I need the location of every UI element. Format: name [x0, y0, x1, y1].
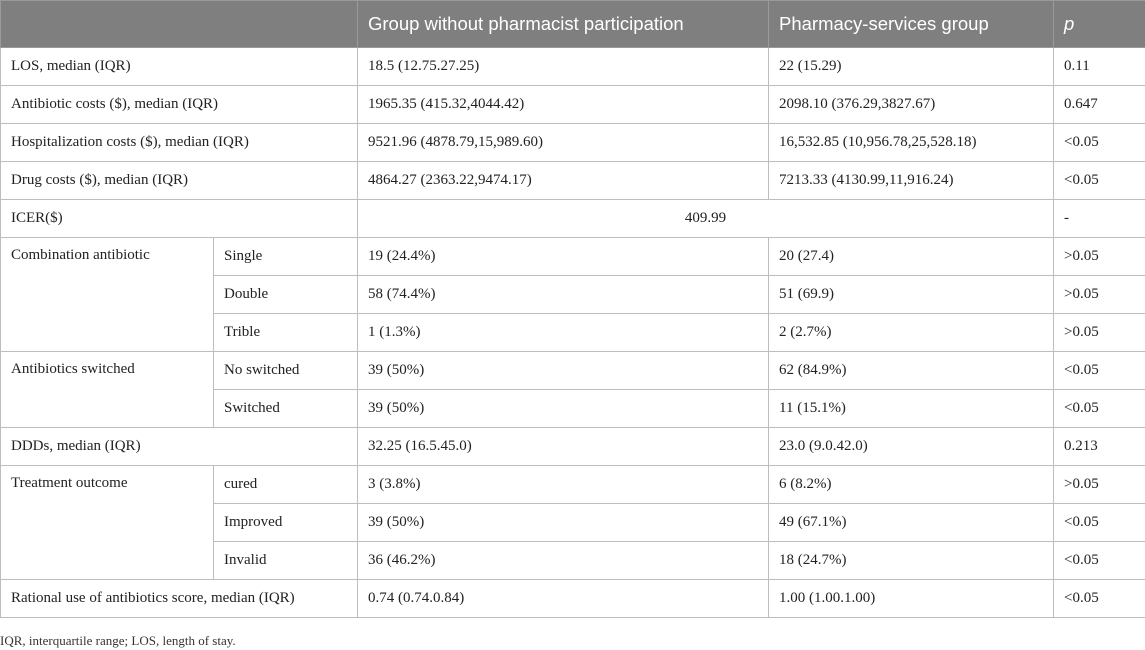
group-label: Treatment outcome — [1, 466, 214, 580]
table-footnote: IQR, interquartile range; LOS, length of stay. — [0, 633, 236, 648]
cell-pharmacy-services: 2 (2.7%) — [769, 314, 1054, 352]
row-label: LOS, median (IQR) — [1, 48, 358, 86]
cell-p-value: <0.05 — [1054, 580, 1145, 618]
cell-p-value: <0.05 — [1054, 504, 1145, 542]
cell-pharmacy-services: 22 (15.29) — [769, 48, 1054, 86]
cell-pharmacy-services: 51 (69.9) — [769, 276, 1054, 314]
cell-p-value: <0.05 — [1054, 162, 1145, 200]
cell-p-value: 0.213 — [1054, 428, 1145, 466]
cell-no-pharmacist: 1 (1.3%) — [358, 314, 769, 352]
sub-label: Single — [214, 238, 358, 276]
cell-pharmacy-services: 18 (24.7%) — [769, 542, 1054, 580]
row-label: Rational use of antibiotics score, median (IQR) — [1, 580, 358, 618]
header-p-value: p — [1054, 1, 1145, 48]
cell-no-pharmacist: 39 (50%) — [358, 390, 769, 428]
header-pharmacy-services: Pharmacy-services group — [769, 1, 1054, 48]
header-label-cell — [1, 1, 358, 48]
cell-pharmacy-services: 2098.10 (376.29,3827.67) — [769, 86, 1054, 124]
sub-label: Improved — [214, 504, 358, 542]
row-label: DDDs, median (IQR) — [1, 428, 358, 466]
cell-no-pharmacist: 58 (74.4%) — [358, 276, 769, 314]
group-label: Antibiotics switched — [1, 352, 214, 428]
cell-icer-value: 409.99 — [358, 200, 1054, 238]
cell-no-pharmacist: 1965.35 (415.32,4044.42) — [358, 86, 769, 124]
sub-label: Trible — [214, 314, 358, 352]
group-label: Combination antibiotic — [1, 238, 214, 352]
sub-label: Switched — [214, 390, 358, 428]
cell-pharmacy-services: 1.00 (1.00.1.00) — [769, 580, 1054, 618]
table-row — [1, 466, 1145, 504]
cell-pharmacy-services: 16,532.85 (10,956.78,25,528.18) — [769, 124, 1054, 162]
cell-p-value: 0.647 — [1054, 86, 1145, 124]
cell-no-pharmacist: 32.25 (16.5.45.0) — [358, 428, 769, 466]
header-row — [1, 1, 1145, 48]
cell-p-value: - — [1054, 200, 1145, 238]
cell-pharmacy-services: 6 (8.2%) — [769, 466, 1054, 504]
cell-no-pharmacist: 36 (46.2%) — [358, 542, 769, 580]
table-row — [1, 238, 1145, 276]
cell-no-pharmacist: 19 (24.4%) — [358, 238, 769, 276]
cell-p-value: <0.05 — [1054, 352, 1145, 390]
cell-p-value: <0.05 — [1054, 124, 1145, 162]
cell-pharmacy-services: 20 (27.4) — [769, 238, 1054, 276]
row-label: ICER($) — [1, 200, 358, 238]
cell-p-value: >0.05 — [1054, 466, 1145, 504]
table-row — [1, 580, 1145, 618]
cell-p-value: >0.05 — [1054, 314, 1145, 352]
table-row — [1, 200, 1145, 238]
cell-pharmacy-services: 62 (84.9%) — [769, 352, 1054, 390]
table-row — [1, 162, 1145, 200]
cell-p-value: >0.05 — [1054, 276, 1145, 314]
table-row — [1, 86, 1145, 124]
cell-no-pharmacist: 39 (50%) — [358, 352, 769, 390]
table-row — [1, 124, 1145, 162]
row-label: Drug costs ($), median (IQR) — [1, 162, 358, 200]
sub-label: Double — [214, 276, 358, 314]
table-row — [1, 428, 1145, 466]
cell-no-pharmacist: 3 (3.8%) — [358, 466, 769, 504]
sub-label: Invalid — [214, 542, 358, 580]
table-row — [1, 48, 1145, 86]
cell-pharmacy-services: 23.0 (9.0.42.0) — [769, 428, 1054, 466]
cell-pharmacy-services: 7213.33 (4130.99,11,916.24) — [769, 162, 1054, 200]
cell-pharmacy-services: 49 (67.1%) — [769, 504, 1054, 542]
sub-label: No switched — [214, 352, 358, 390]
header-no-pharmacist: Group without pharmacist participation — [358, 1, 769, 48]
cell-p-value: >0.05 — [1054, 238, 1145, 276]
row-label: Hospitalization costs ($), median (IQR) — [1, 124, 358, 162]
cell-no-pharmacist: 18.5 (12.75.27.25) — [358, 48, 769, 86]
cell-no-pharmacist: 9521.96 (4878.79,15,989.60) — [358, 124, 769, 162]
cell-p-value: <0.05 — [1054, 390, 1145, 428]
cell-no-pharmacist: 39 (50%) — [358, 504, 769, 542]
cell-no-pharmacist: 0.74 (0.74.0.84) — [358, 580, 769, 618]
cell-p-value: <0.05 — [1054, 542, 1145, 580]
row-label: Antibiotic costs ($), median (IQR) — [1, 86, 358, 124]
sub-label: cured — [214, 466, 358, 504]
cell-p-value: 0.11 — [1054, 48, 1145, 86]
table-row — [1, 352, 1145, 390]
cell-pharmacy-services: 11 (15.1%) — [769, 390, 1054, 428]
cell-no-pharmacist: 4864.27 (2363.22,9474.17) — [358, 162, 769, 200]
